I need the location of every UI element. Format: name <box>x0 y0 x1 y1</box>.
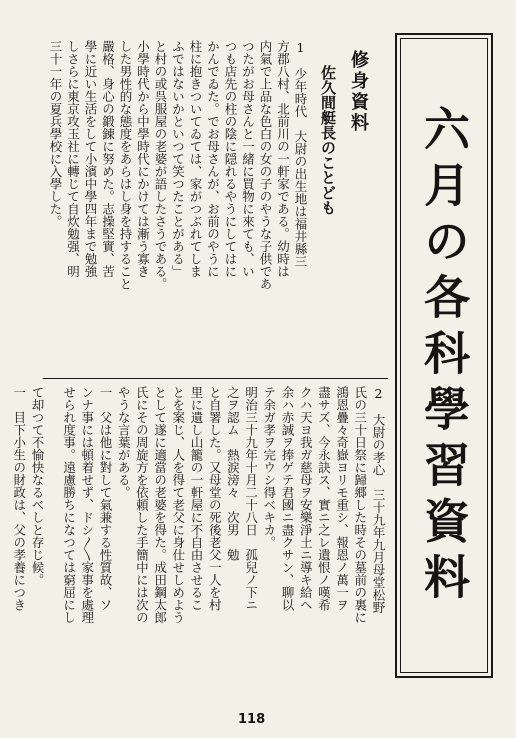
text-column: として遂に適當の老婆を得た。成田鋼太郎 <box>152 386 168 624</box>
text-column: つたがお母さんと一緒に買物に來ても、い <box>240 40 256 278</box>
section-title: 修身資料 <box>348 50 369 134</box>
text-column: 小學時代から中學時代にかけては漸う寡き <box>135 40 151 278</box>
text-column: ンナ事には頓着せず、ドシ〳〵家事を處理 <box>79 386 95 624</box>
text-column: 柱に抱きついてゐては、家がつぶれてしま <box>188 40 203 278</box>
text-column: と村の或呉服屋の老婆が語したさうである。 <box>153 40 168 290</box>
text-column: 盡サズ、今永訣ス、實ニ之レ遺恨ノ嘆希 <box>316 386 332 611</box>
text-column: しさらに東京攻玉社に轉じて自炊勉强、明 <box>65 40 81 278</box>
page-title: 六月の各科學習資料 <box>417 105 471 609</box>
text-column: やうな言葉がある。 <box>116 386 132 499</box>
text-column: 明治三十九年十月二十八日 孤兒ノ下ニ <box>243 386 259 611</box>
text-column: 内氣で上品な色白の女の子のやうな子供であ <box>258 40 273 290</box>
text-column: 余ハ赤誠ヲ捧ゲテ君國ニ盡クサン、聊以 <box>280 386 295 611</box>
text-column: 一 目下小生の財政は、父の孝養につき <box>11 386 27 611</box>
text-column: 氏の三十日祭に歸郷した時その墓前の裏に <box>352 386 368 624</box>
page-number: 118 <box>238 712 266 727</box>
text-column: 氏にその周旋方を依頼した手簡中には次の <box>134 386 150 624</box>
text-column: 一 父は他に對して氣兼する性質故、ソ <box>98 386 113 611</box>
text-column: 嚴格、身心の鍛錬に努めた。志操堅實、苦 <box>100 40 116 278</box>
text-column: 三十一年の夏兵學校に入學した。 <box>48 40 63 228</box>
text-column: 2 大尉の孝心 三十九年九月母堂松野 <box>371 386 386 614</box>
text-column: と自署した。又母堂の死後老父一人を村 <box>207 386 223 611</box>
text-column: 方郡八村、北前川の一軒家である。幼時は <box>275 40 291 278</box>
text-column: つも店先の柱の陰に隠れるやうにしてはに <box>223 40 238 278</box>
text-column: とを案じ、人を得て老父に身仕せしめよう <box>170 386 186 624</box>
text-column: 之ヲ認ム 熱涙滂々 次男 勉 <box>225 386 241 561</box>
text-column: ふではないかといつて笑つたことがある」 <box>170 40 186 278</box>
horizontal-divider <box>43 378 388 379</box>
text-column: て却つて不愉快なるべしと存じ候。 <box>30 386 45 586</box>
title-box <box>395 33 493 678</box>
text-column: 里に遺し山籠の一軒屋に不自由させるこ <box>189 386 204 611</box>
text-column: した男性的な態度をあらはし身を持すること <box>118 40 133 290</box>
lesson-title: 佐久間艇長のことども <box>319 65 337 215</box>
text-column: 1 少年時代 大尉の出生地は福井縣三 <box>293 40 308 268</box>
text-column: テ余ガ孝ヲ完ウシ得ベキカ。 <box>261 386 277 549</box>
text-column: 鴻恩疊々奇嶽ヨリモ重シ、報恩ノ萬一ヲ <box>334 386 350 611</box>
text-column: せられ度事。遠慮勝ちになつては窮屈にし <box>61 386 77 624</box>
text-column: 學に近い生活をして小濱中學四年まで勉強 <box>83 40 98 278</box>
text-column: クハ天ヨ我ガ慈母ヲ安樂淨土ニ導キ給ヘ <box>298 386 314 611</box>
text-column: かんでゐた。でお母さんが、お前のやうに <box>205 40 221 278</box>
